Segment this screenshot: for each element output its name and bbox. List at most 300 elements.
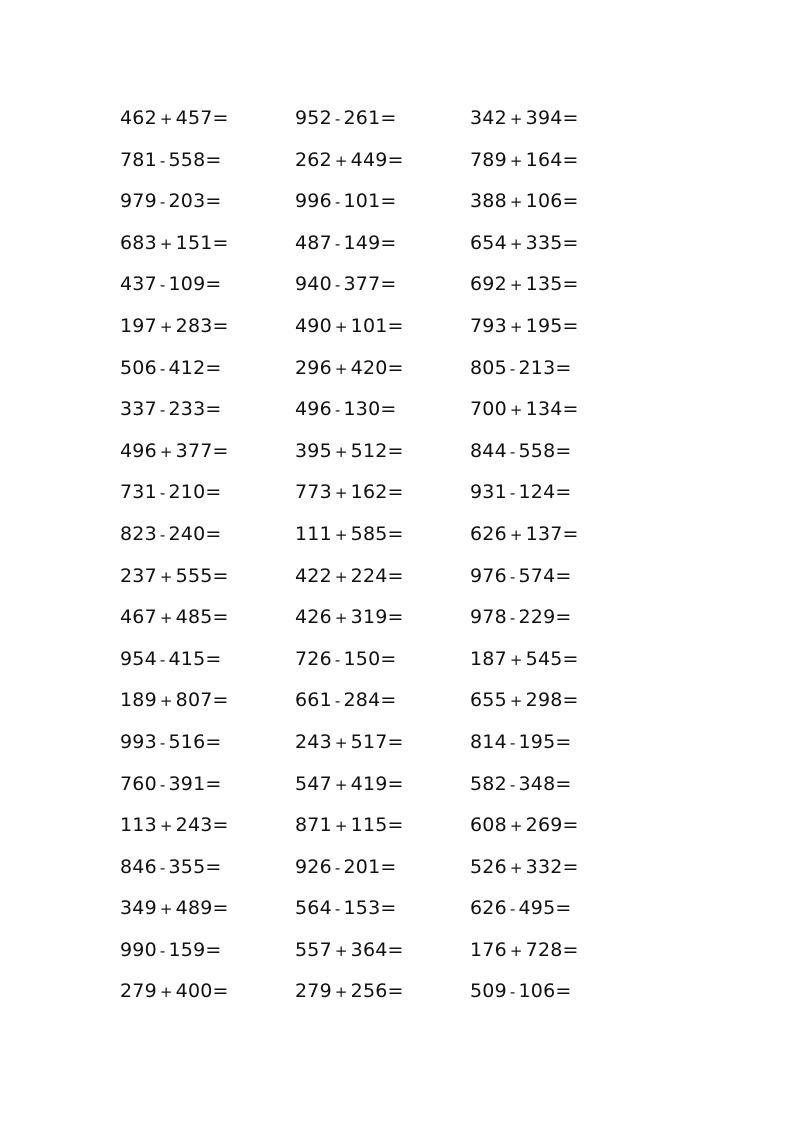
operand-b: 130 [343,398,381,421]
operand-b: 115 [350,814,388,837]
equals-sign: = [212,107,229,129]
operand-a: 626 [470,522,507,545]
operand-b: 728 [525,938,563,961]
equals-sign: = [205,522,222,545]
operand-a: 422 [295,564,332,587]
math-problem [470,805,645,847]
math-problem [470,930,645,972]
equals-sign: = [562,231,579,254]
equals-sign: = [205,730,222,753]
equals-sign: = [212,980,229,1003]
equals-sign: = [212,606,229,629]
equals-sign: = [205,190,222,213]
math-problem [120,764,295,806]
operand-b: 159 [168,938,206,961]
operator: - [334,650,341,669]
operand-b: 153 [343,897,381,920]
equals-sign: = [212,314,229,337]
math-problem [295,930,470,972]
operand-a: 654 [470,231,507,254]
math-problem [120,181,295,223]
operand-a: 237 [120,564,157,587]
operand-a: 805 [470,356,507,379]
problem-grid [120,98,645,1013]
operand-b: 807 [175,689,213,712]
math-problem [295,264,470,306]
operator: + [334,567,348,586]
operator: + [509,110,523,128]
math-problem [295,764,470,806]
operand-a: 487 [295,231,332,254]
operand-a: 337 [120,398,157,421]
operand-b: 555 [175,564,213,587]
math-problem [470,181,645,223]
equals-sign: = [555,606,572,629]
operand-b: 517 [350,730,388,753]
equals-sign: = [555,980,572,1003]
operand-a: 940 [295,273,332,296]
operator: + [159,983,173,1002]
equals-sign: = [562,689,579,712]
operand-a: 437 [120,273,157,296]
operator: - [334,276,341,295]
equals-sign: = [212,689,229,712]
operand-b: 332 [525,855,563,878]
math-problem [295,389,470,431]
equals-sign: = [380,273,397,296]
operand-b: 164 [525,148,563,171]
operand-b: 489 [175,897,213,920]
operator: + [334,359,348,378]
operator: - [334,401,341,420]
equals-sign: = [387,980,404,1003]
equals-sign: = [380,855,397,878]
math-problem [120,805,295,847]
operand-a: 789 [470,148,507,171]
operand-b: 348 [518,772,556,795]
operator: - [509,609,516,628]
math-problem [120,348,295,390]
operand-a: 871 [295,814,332,837]
operator: + [334,442,348,461]
equals-sign: = [205,148,222,171]
operator: - [159,359,166,378]
math-problem [470,306,645,348]
operand-b: 195 [518,730,556,753]
operand-a: 490 [295,314,332,337]
math-problem [470,389,645,431]
equals-sign: = [387,564,404,587]
operand-b: 512 [350,439,388,462]
operand-a: 187 [470,647,507,670]
equals-sign: = [555,730,572,753]
math-problem [120,140,295,182]
math-problem [470,722,645,764]
math-problem [120,472,295,514]
equals-sign: = [380,107,397,129]
equals-sign: = [212,814,229,837]
operator: - [334,858,341,877]
operand-b: 106 [525,190,563,213]
math-problem [470,639,645,681]
math-problem [120,556,295,598]
equals-sign: = [380,897,397,920]
operator: + [509,151,523,170]
equals-sign: = [387,439,404,462]
equals-sign: = [555,772,572,795]
operator: + [334,484,348,503]
math-problem [470,264,645,306]
equals-sign: = [387,730,404,753]
operand-a: 846 [120,855,157,878]
operator: - [159,525,166,544]
math-problem [470,556,645,598]
operator: + [509,650,523,669]
operator: + [159,817,173,836]
equals-sign: = [387,314,404,337]
math-problem [470,472,645,514]
math-problem [295,639,470,681]
equals-sign: = [380,231,397,254]
operand-a: 773 [295,481,332,504]
operator: - [334,193,341,212]
operator: + [159,317,173,336]
operand-a: 814 [470,730,507,753]
operand-b: 516 [168,730,206,753]
operand-a: 996 [295,190,332,213]
operand-a: 976 [470,564,507,587]
operator: - [159,941,166,960]
math-problem [120,597,295,639]
operand-b: 240 [168,522,206,545]
math-problem [470,764,645,806]
operand-b: 377 [175,439,213,462]
operand-a: 111 [295,522,332,545]
operand-a: 731 [120,481,157,504]
operator: - [509,359,516,378]
operand-b: 135 [525,273,563,296]
equals-sign: = [212,231,229,254]
equals-sign: = [205,647,222,670]
equals-sign: = [205,938,222,961]
equals-sign: = [380,689,397,712]
operator: - [334,692,341,711]
operand-b: 298 [525,689,563,712]
math-problem [295,348,470,390]
operand-a: 176 [470,938,507,961]
operand-a: 793 [470,314,507,337]
operand-b: 284 [343,689,381,712]
math-problem [470,680,645,722]
equals-sign: = [387,606,404,629]
operator: - [334,110,341,128]
equals-sign: = [555,356,572,379]
math-problem [295,680,470,722]
math-problem [120,514,295,556]
operator: + [509,817,523,836]
math-problem [470,971,645,1013]
math-problem [295,514,470,556]
operator: + [509,692,523,711]
operand-b: 495 [518,897,556,920]
operand-a: 279 [295,980,332,1003]
equals-sign: = [205,772,222,795]
equals-sign: = [562,107,579,129]
operand-a: 952 [295,107,332,129]
operand-a: 823 [120,522,157,545]
equals-sign: = [555,481,572,504]
equals-sign: = [555,439,572,462]
operand-b: 412 [168,356,206,379]
operator: - [509,775,516,794]
operand-b: 150 [343,647,381,670]
operator: + [509,401,523,420]
operand-a: 197 [120,314,157,337]
operand-a: 506 [120,356,157,379]
operand-b: 558 [518,439,556,462]
equals-sign: = [380,190,397,213]
math-problem [295,181,470,223]
math-problem [470,140,645,182]
math-problem [470,348,645,390]
operand-b: 233 [168,398,206,421]
operand-b: 195 [525,314,563,337]
operator: + [509,317,523,336]
math-problem [470,223,645,265]
operand-b: 106 [518,980,556,1003]
operand-b: 377 [343,273,381,296]
operand-a: 467 [120,606,157,629]
operator: - [159,151,166,170]
math-problem [295,140,470,182]
operand-a: 844 [470,439,507,462]
equals-sign: = [562,148,579,171]
operand-b: 213 [518,356,556,379]
math-problem [295,223,470,265]
equals-sign: = [380,647,397,670]
operand-b: 109 [168,273,206,296]
math-problem [120,223,295,265]
equals-sign: = [387,522,404,545]
operator: + [334,317,348,336]
equals-sign: = [555,564,572,587]
operand-b: 243 [175,814,213,837]
operand-a: 979 [120,190,157,213]
math-problem [295,431,470,473]
operand-a: 189 [120,689,157,712]
math-problem [120,680,295,722]
operator: + [334,941,348,960]
operand-b: 400 [175,980,213,1003]
operand-b: 545 [525,647,563,670]
operand-b: 449 [350,148,388,171]
math-problem [120,389,295,431]
operator: + [334,775,348,794]
math-problem [470,514,645,556]
operand-b: 585 [350,522,388,545]
operand-a: 547 [295,772,332,795]
operator: + [159,110,173,128]
math-problem [295,805,470,847]
operator: + [334,525,348,544]
operand-b: 364 [350,938,388,961]
operand-a: 726 [295,647,332,670]
operand-a: 262 [295,148,332,171]
math-problem [295,306,470,348]
operator: - [334,234,341,253]
equals-sign: = [205,356,222,379]
equals-sign: = [562,647,579,670]
operator: - [159,858,166,877]
math-problem [295,722,470,764]
equals-sign: = [212,897,229,920]
operand-a: 342 [470,107,507,129]
operand-a: 462 [120,107,157,129]
equals-sign: = [562,398,579,421]
equals-sign: = [205,855,222,878]
operand-a: 496 [295,398,332,421]
operand-b: 391 [168,772,206,795]
operand-a: 496 [120,439,157,462]
operator: - [159,484,166,503]
operator: + [159,900,173,919]
operator: + [334,733,348,752]
math-problem [120,930,295,972]
math-problem [295,847,470,889]
operand-a: 661 [295,689,332,712]
equals-sign: = [205,273,222,296]
math-problem [120,306,295,348]
operand-b: 457 [175,107,213,129]
operator: - [159,775,166,794]
operand-b: 261 [343,107,381,129]
math-problem [295,597,470,639]
operand-a: 700 [470,398,507,421]
operand-a: 683 [120,231,157,254]
operand-a: 781 [120,148,157,171]
equals-sign: = [562,314,579,337]
operator: - [509,484,516,503]
operator: - [509,567,516,586]
math-problem [470,431,645,473]
operand-a: 279 [120,980,157,1003]
math-problem [120,264,295,306]
operand-a: 349 [120,897,157,920]
operator: + [509,276,523,295]
operand-b: 415 [168,647,206,670]
math-problem [120,847,295,889]
equals-sign: = [555,897,572,920]
math-problem [295,556,470,598]
operator: - [159,401,166,420]
equals-sign: = [380,398,397,421]
operand-a: 426 [295,606,332,629]
operand-b: 394 [525,107,563,129]
operand-b: 269 [525,814,563,837]
operand-b: 420 [350,356,388,379]
operand-a: 526 [470,855,507,878]
operator: + [159,567,173,586]
operator: - [509,733,516,752]
operand-b: 355 [168,855,206,878]
operand-b: 101 [350,314,388,337]
equals-sign: = [387,356,404,379]
math-problem [295,98,470,140]
operand-a: 243 [295,730,332,753]
operator: - [159,650,166,669]
equals-sign: = [212,564,229,587]
equals-sign: = [387,148,404,171]
equals-sign: = [387,814,404,837]
operator: - [159,276,166,295]
operator: + [509,941,523,960]
operand-b: 124 [518,481,556,504]
operand-b: 558 [168,148,206,171]
math-problem [295,472,470,514]
operand-a: 993 [120,730,157,753]
operand-a: 760 [120,772,157,795]
operand-b: 283 [175,314,213,337]
operator: + [334,151,348,170]
math-problem [120,98,295,140]
equals-sign: = [562,855,579,878]
equals-sign: = [387,772,404,795]
operand-a: 296 [295,356,332,379]
operand-b: 210 [168,481,206,504]
operand-a: 564 [295,897,332,920]
math-problem [120,639,295,681]
operand-a: 626 [470,897,507,920]
math-problem [295,971,470,1013]
operator: - [509,983,516,1002]
operator: + [159,442,173,461]
operand-b: 134 [525,398,563,421]
operand-b: 224 [350,564,388,587]
math-problem [470,888,645,930]
math-problem [470,98,645,140]
operator: + [509,193,523,212]
operand-a: 388 [470,190,507,213]
operand-b: 201 [343,855,381,878]
equals-sign: = [562,938,579,961]
operand-a: 926 [295,855,332,878]
operand-b: 319 [350,606,388,629]
operator: + [159,692,173,711]
math-problem [295,888,470,930]
math-problem [120,971,295,1013]
operator: + [334,983,348,1002]
equals-sign: = [562,273,579,296]
operator: - [509,900,516,919]
operand-b: 137 [525,522,563,545]
operator: + [334,609,348,628]
operand-a: 931 [470,481,507,504]
equals-sign: = [212,439,229,462]
operand-a: 113 [120,814,157,837]
operator: - [509,442,516,461]
operand-b: 203 [168,190,206,213]
equals-sign: = [562,522,579,545]
operand-b: 574 [518,564,556,587]
operand-a: 990 [120,938,157,961]
operator: + [509,858,523,877]
operand-b: 101 [343,190,381,213]
math-problem [470,597,645,639]
math-problem [470,847,645,889]
operator: + [509,525,523,544]
operand-b: 256 [350,980,388,1003]
math-problem [120,888,295,930]
